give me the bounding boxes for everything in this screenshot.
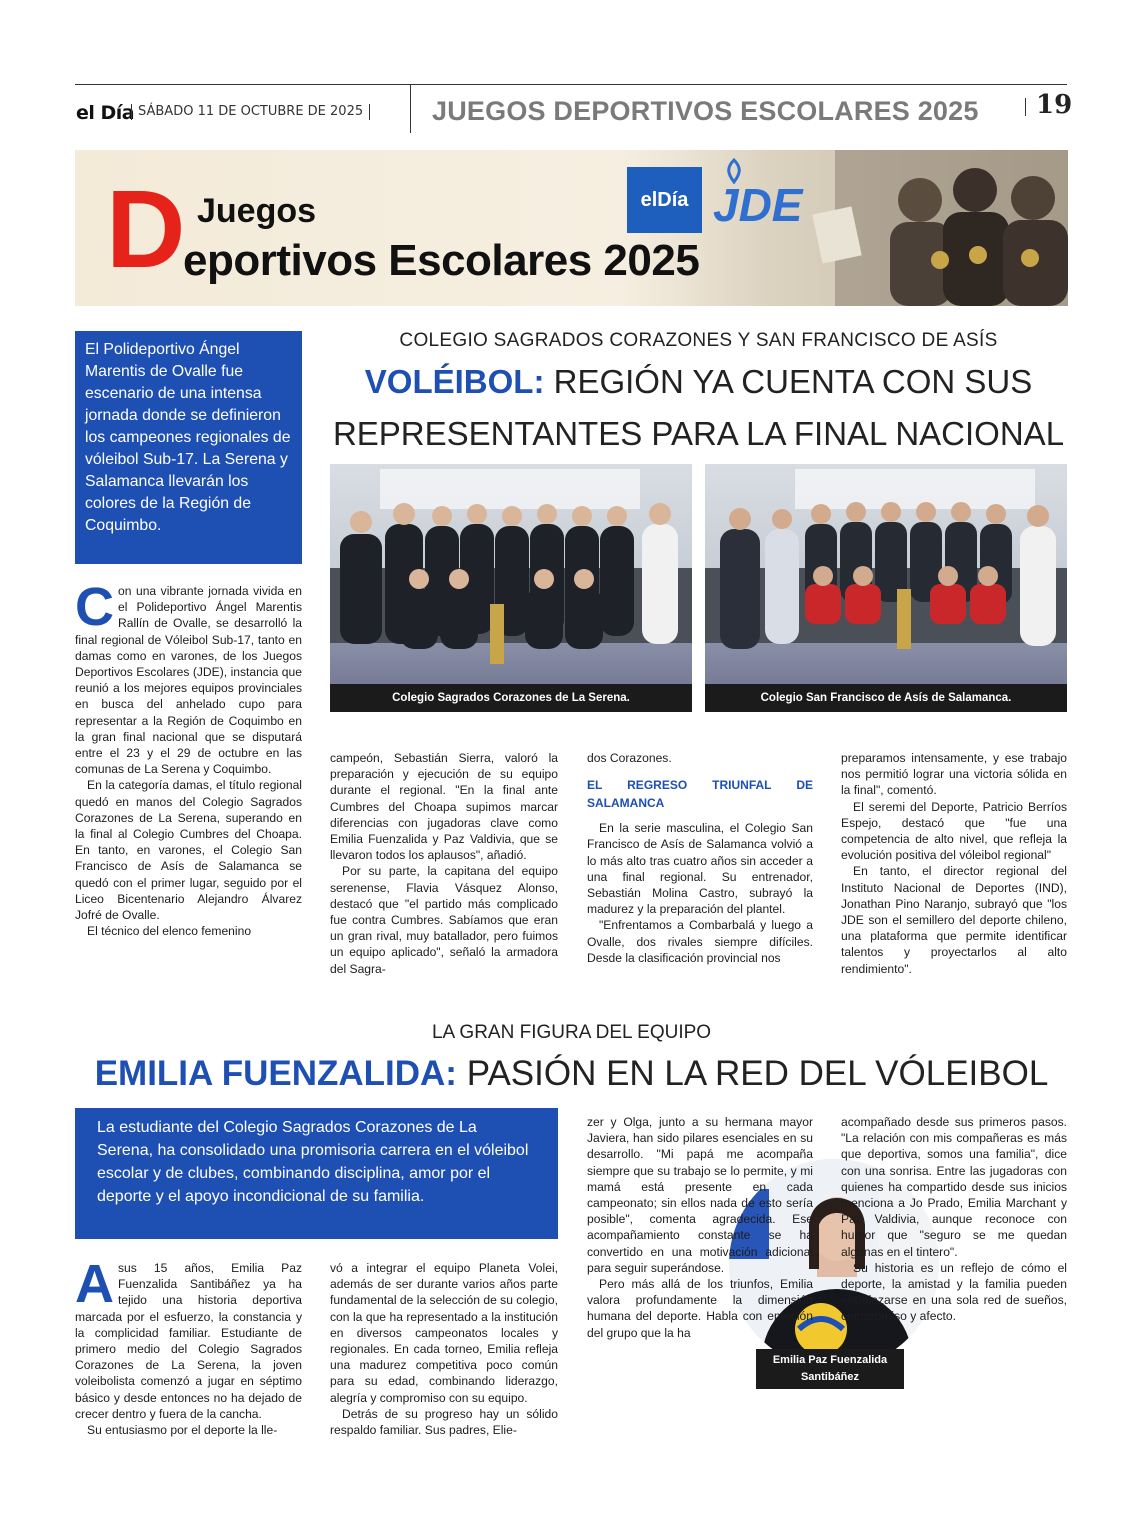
article1-column-2 bbox=[330, 750, 558, 977]
article1-kicker: COLEGIO SAGRADOS CORAZONES Y SAN FRANCISCO DE ASÍS bbox=[399, 330, 998, 351]
paragraph: campeón, Sebastián Sierra, valoró la preparación y ejecución de su equipo durante el regional. "En la final ante Cumbres del Choapa supimos marcar diferencias con jugadoras clave como Emilia Fuenzalida y Paz Valdivia, que se llevaron todos los aplausos", añadió. bbox=[330, 751, 558, 863]
photo2-caption: Colegio San Francisco de Asís de Salamanca. bbox=[705, 684, 1067, 712]
paragraph: En la serie masculina, el Colegio San Francisco de Asís de Salamanca volvió a lo más alto tras cuatro años sin acceder a una final regional. Su entrenador, Sebastián Molina Castro, subrayó la madurez y la preparación del plantel. bbox=[587, 821, 813, 917]
banner-title-bottom: eportivos Escolares 2025 bbox=[183, 236, 700, 285]
article1-column-3 bbox=[587, 750, 813, 966]
header-divider bbox=[410, 85, 411, 133]
paragraph: on una vibrante jornada vivida en el Polideportivo Ángel Marentis Rallín de Ovalle, se desarrolló la final regional de Vóleibol Sub-17, tanto en damas como en varones, de los Juegos Deportivos Escolares (JDE), instancia que reunió a los mejores equipos provinciales en busca del anhelado cupo para representar a la Región de Coquimbo en la gran final nacional que se disputará entre el 23 y el 29 de octubre en las comunas de La Serena y Coquimbo. bbox=[75, 584, 302, 777]
eldia-logo: elDía bbox=[627, 167, 702, 233]
article2-column-1 bbox=[75, 1254, 302, 1438]
paragraph: El seremi del Deporte, Patricio Berríos Espejo, destacó que "fue una competencia de alto nivel, que refleja la evolución positiva del vóleibol regional" bbox=[841, 799, 1067, 863]
paragraph: Su historia es un reflejo de cómo el deporte, la amistad y la familia pueden entrelazarse en una sola red de sueños, compromiso y afecto. bbox=[841, 1260, 1067, 1324]
headline-text: PASIÓN EN LA RED DEL VÓLEIBOL bbox=[456, 1054, 1049, 1093]
article2-headline bbox=[75, 1052, 1068, 1096]
paragraph: Detrás de su progreso hay un sólido respaldo familiar. Sus padres, Elie- bbox=[330, 1406, 558, 1438]
paragraph: vó a integrar el equipo Planeta Volei, además de ser durante varios años parte fundamental de la selección de su colegio, con la que ha representado a la institución en diversos campeonatos locales y regionales. En cada torneo, Emilia refleja una madurez competitiva poco común para su edad, combinando liderazgo, alegría y compromiso con su equipo. bbox=[330, 1261, 558, 1405]
paragraph: "Enfrentamos a Combarbalá y luego a Ovalle, dos rivales siempre difíciles. Desde la clasificación provincial nos bbox=[587, 918, 813, 965]
page-number-divider bbox=[1025, 98, 1026, 116]
article2-column-2 bbox=[330, 1260, 558, 1438]
article1-subhead: EL REGRESO TRIUNFAL DE SALAMANCA bbox=[587, 778, 813, 811]
paragraph: Por su parte, la capitana del equipo serenense, Flavia Vásquez Alonso, destacó que "el partido más complicado fue contra Cumbres. Sabíamos que eran un gran rival, muy batallador, pero fuimos un equipo aplicado", señaló la armadora del Sagra- bbox=[330, 864, 558, 976]
article2-dropcap: A bbox=[75, 1254, 114, 1314]
issue-date: SÁBADO 11 DE OCTUBRE DE 2025 bbox=[131, 104, 370, 120]
team-girls-figures bbox=[330, 464, 692, 684]
paragraph: zer y Olga, junto a su hermana mayor Javiera, han sido pilares esenciales en su desarrollo. "Mi papá me acompaña siempre que su trabajo se lo permite, y mi mamá está presente en cada campeonato; sin ellos nada de esto sería posible", comenta agradecida. Ese acompañamiento constante se ha convertido en una motivación adicional para seguir superándose. bbox=[587, 1115, 813, 1275]
flame-icon bbox=[722, 158, 746, 184]
paragraph: preparamos intensamente, y ese trabajo nos permitió lograr una victoria sólida en la final", comentó. bbox=[841, 751, 1067, 798]
photo1-caption: Colegio Sagrados Corazones de La Serena. bbox=[330, 684, 692, 712]
article1-column-4 bbox=[841, 750, 1067, 977]
banner-title-top: Juegos bbox=[197, 192, 317, 230]
paragraph: El técnico del elenco femenino bbox=[87, 924, 252, 939]
article1-summary: El Polideportivo Ángel Marentis de Ovalle fue escenario de una intensa jornada donde se definieron los campeones regionales de vóleibol Sub-17. La Serena y Salamanca llevarán los colores de la Región de Coquimbo. bbox=[75, 331, 302, 564]
paragraph: Su entusiasmo por el deporte la lle- bbox=[87, 1423, 278, 1438]
headline-highlight: VOLÉIBOL: bbox=[364, 363, 545, 400]
newspaper-logo[interactable]: el Día bbox=[76, 102, 135, 124]
team-boys-figures bbox=[705, 464, 1067, 684]
headline-highlight: EMILIA FUENZALIDA: bbox=[94, 1054, 457, 1093]
page-number: 19 bbox=[1036, 90, 1073, 120]
paragraph: En tanto, el director regional del Instituto Nacional de Deportes (IND), Jonathan Pino Naranjo, subrayó que "los JDE son el semillero del deporte chileno, una plataforma que permite identificar talentos y proyectarlos al alto rendimiento". bbox=[841, 864, 1067, 976]
paragraph: sus 15 años, Emilia Paz Fuenzalida Santibáñez ya ha tejido una historia deportiva marcada por el esfuerzo, la constancia y la complicidad familiar. Estudiante de primero medio del Colegio Sagrados Corazones de La Serena, la joven voleibolista comenzó a jugar en séptimo básico y desde entonces no ha dejado de crecer dentro y fuera de la cancha. bbox=[75, 1261, 302, 1421]
team-photo-girls[interactable] bbox=[330, 464, 692, 712]
paragraph: dos Corazones. bbox=[587, 751, 672, 765]
article1-headline-line2: REPRESENTANTES PARA LA FINAL NACIONAL bbox=[332, 415, 1065, 452]
article1-column-1 bbox=[75, 577, 302, 939]
article2-column-4 bbox=[841, 1114, 1067, 1325]
paragraph: En la categoría damas, el título regional quedó en manos del Colegio Sagrados Corazones de La Serena, superando en la final al Colegio Cumbres del Choapa. En tanto, en varones, el Colegio San Francisco de Asís de Salamanca se quedó con el primer lugar, seguido por el Liceo Bicentenario Alejandro Álvarez Jofré de Ovalle. bbox=[75, 778, 302, 923]
section-title: JUEGOS DEPORTIVOS ESCOLARES 2025 bbox=[432, 96, 979, 126]
jde-logo: JDE bbox=[713, 179, 803, 231]
article1-dropcap: C bbox=[75, 577, 114, 637]
article2-summary: La estudiante del Colegio Sagrados Corazones de La Serena, ha consolidado una promisoria carrera en el vóleibol escolar y de clubes, combinando disciplina, amor por el deporte y el apoyo incondicional de su familia. bbox=[75, 1108, 558, 1239]
paragraph: acompañado desde sus primeros pasos. "La relación con mis compañeras es más que deportiva, somos una familia", dice con una sonrisa. Entre las jugadoras con quienes ha compartido desde sus inicios menciona a Jo Prado, Emilia Marchant y Paz Valdivia, aunque reconoce con humor que "seguro se me quedan algunas en el tintero". bbox=[841, 1115, 1067, 1259]
banner-big-letter: D bbox=[106, 168, 186, 291]
paragraph: Pero más allá de los triunfos, Emilia valora profundamente la dimensión humana del deporte. Habla con emoción del grupo que la ha bbox=[587, 1277, 813, 1340]
article2-kicker: LA GRAN FIGURA DEL EQUIPO bbox=[431, 1022, 712, 1043]
team-photo-boys[interactable] bbox=[705, 464, 1067, 712]
article1-headline bbox=[330, 362, 1067, 402]
headline-text: REGIÓN YA CUENTA CON SUS bbox=[544, 363, 1033, 400]
top-rule bbox=[75, 84, 1067, 85]
portrait-caption: Emilia Paz Fuenzalida Santibáñez bbox=[756, 1349, 904, 1389]
article2-column-3 bbox=[587, 1114, 813, 1341]
